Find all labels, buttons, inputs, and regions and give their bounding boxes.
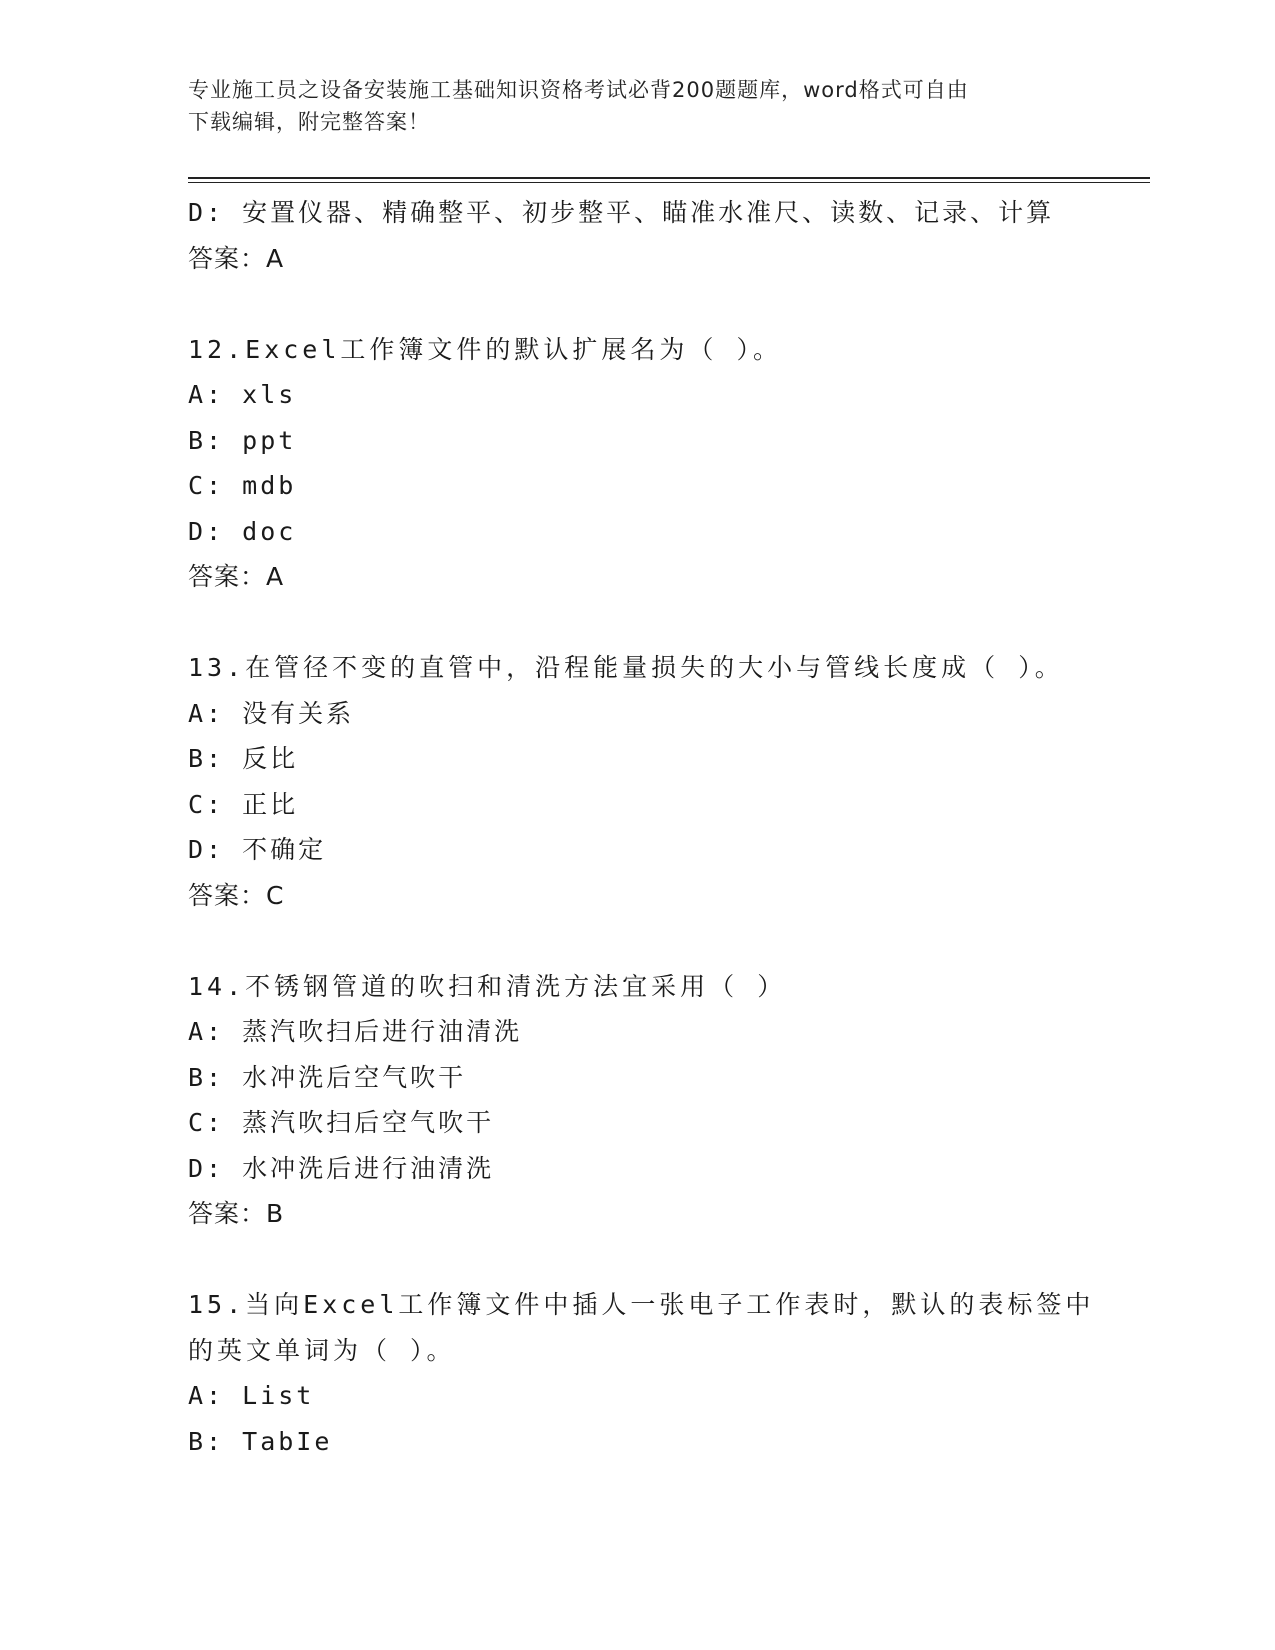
option-c: C: mdb xyxy=(188,471,297,500)
option-c: C: 正比 xyxy=(188,789,299,819)
question-11 xyxy=(188,190,1150,281)
spacer xyxy=(188,600,1150,646)
question-15 xyxy=(188,1282,1150,1464)
header-divider-thick xyxy=(188,177,1150,179)
option-a: A: xls xyxy=(188,380,297,409)
answer: 答案：C xyxy=(188,880,285,910)
spacer xyxy=(188,281,1150,327)
document-header xyxy=(188,74,1068,138)
option-d: D: 安置仪器、精确整平、初步整平、瞄准水准尺、读数、记录、计算 xyxy=(188,198,1055,227)
answer: 答案：A xyxy=(188,243,285,273)
answer: 答案：A xyxy=(188,562,285,591)
option-b: B: 反比 xyxy=(188,744,299,773)
option-a: A: List xyxy=(188,1381,315,1410)
question-stem: 12.Excel工作簿文件的默认扩展名为（ ）。 xyxy=(188,334,782,364)
answer: 答案：B xyxy=(188,1199,285,1228)
option-b: B: 水冲洗后空气吹干 xyxy=(188,1062,467,1092)
question-14 xyxy=(188,964,1150,1237)
spacer xyxy=(188,1237,1150,1283)
question-stem: 14.不锈钢管道的吹扫和清洗方法宜采用（ ） xyxy=(188,971,787,1001)
option-d: D: doc xyxy=(188,516,297,546)
question-13 xyxy=(188,645,1150,918)
option-b: B: ppt xyxy=(188,425,297,455)
option-c: C: 蒸汽吹扫后空气吹干 xyxy=(188,1108,495,1137)
question-12 xyxy=(188,327,1150,600)
question-stem-line-2: 的英文单词为（ ）。 xyxy=(188,1335,456,1365)
header-line-2: 下载编辑，附完整答案！ xyxy=(188,110,430,134)
option-a: A: 蒸汽吹扫后进行油清洗 xyxy=(188,1017,523,1046)
question-stem: 13.在管径不变的直管中，沿程能量损失的大小与管线长度成（ ）。 xyxy=(188,653,1064,682)
option-d: D: 不确定 xyxy=(188,835,327,864)
option-b: B: TabIe xyxy=(188,1426,333,1456)
header-line-1: 专业施工员之设备安装施工基础知识资格考试必背200题题库，word格式可自由 xyxy=(188,78,969,102)
spacer xyxy=(188,918,1150,964)
question-stem-line-1: 15.当向Excel工作簿文件中插人一张电子工作表时，默认的表标签中 xyxy=(188,1290,1095,1319)
header-divider-thin xyxy=(188,182,1150,183)
option-a: A: 没有关系 xyxy=(188,698,355,728)
option-d: D: 水冲洗后进行油清洗 xyxy=(188,1153,495,1183)
question-list xyxy=(188,190,1150,1464)
